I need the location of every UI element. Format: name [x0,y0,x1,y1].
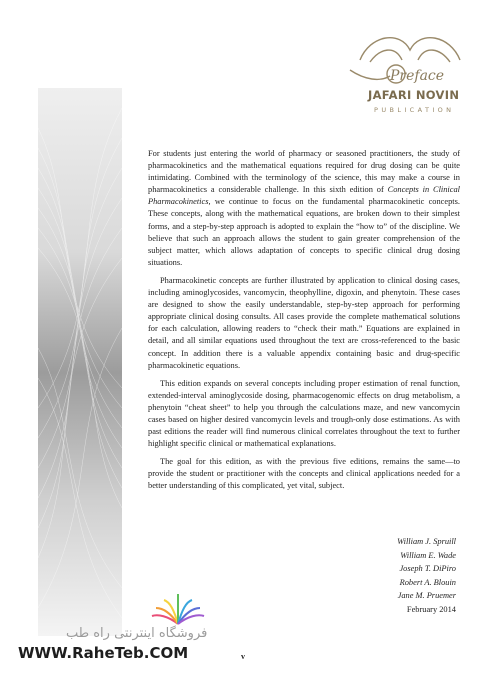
wave-pattern-graphic [38,88,122,636]
publisher-logo [340,30,480,122]
author-name: Robert A. Blouin [399,577,456,587]
paragraph-4: The goal for this edition, as with the previous five editions, remains the same—to provide the student or practitioner with the concepts and clinical applications needed for a better understanding of this complicated, yet vital, subject. [148,457,460,491]
author-name: William J. Spruill [397,537,456,546]
logo-brand-name: JAFARI NOVIN [368,88,460,102]
open-book-icon [150,590,206,630]
book-title: Concepts in Clinical Pharmacokinetics [148,185,460,207]
decorative-wave-band [38,88,122,636]
author-name: Jane M. Pruemer [397,591,456,601]
logo-script-text: Preface [390,68,445,84]
paragraph-2: Pharmacokinetic concepts are further illustrated by application to clinical dosing cases, including aminoglycosides, vancomycin, theophylline, digoxin, and phenytoin. These cases are designed to show the easily understandable, step-by-step approach for performing appropriate clinical dosing consults. All cases provide the complete mathematical solutions for each calculation, allowing readers to “check their math.” Equations are explained in detail, and all similar equations used throughout the text are cross-referenced to the basic concept. In addition there is a valuable appendix containing basic and drug-specific pharmacokinetic equations. [148,275,460,370]
paragraph-1 [148,148,460,269]
logo-subtitle: PUBLICATION [374,106,455,114]
author-name: Joseph T. DiPiro [399,564,456,574]
store-watermark [10,588,215,668]
preface-date: February 2014 [406,604,456,614]
preface-body [148,148,460,499]
author-signatures [397,535,456,617]
page-number: v [241,652,245,661]
paragraph-3: This edition expands on several concepts including proper estimation of renal function, extended-interval aminoglycoside dosing, pharmacogenomic effects on drug metabolism, a phenytoin “cheat sheet” to help you through the calculations maze, and new vancomycin cases based on higher desired vancomycin levels and trough-only dose estimations. As with past editions the reader will find numerous clinical correlates throughout the text to further highlight specific clinical or mathematical explanations. [148,378,460,449]
store-name-persian: فروشگاه اینترنتی راه طب [66,626,208,641]
paragraph-1-end: , we continue to focus on the fundamental pharmacokinetic concepts. These concepts, along with the mathematical equations, are broken down to their simplest forms, and a step-by-step approach is adopted to explain the “how to” of the discipline. We believe that such an approach allows the student to gain greater comprehension of the subject matter, which allows adaptation of concepts to specific clinical drug dosing situations. [148,197,460,267]
paragraph-1-start: For students just entering the world of pharmacy or seasoned practitioners, the study of pharmacokinetics and the mathematical equations required for drug dosing can be quite intimidating. Combined with the terminology of the science, this may make a course in pharmacokinetics a considerable challenge. In this sixth edition of [148,149,460,195]
store-url[interactable]: WWW.RaheTeb.COM [18,644,189,662]
author-name: William E. Wade [400,550,456,560]
